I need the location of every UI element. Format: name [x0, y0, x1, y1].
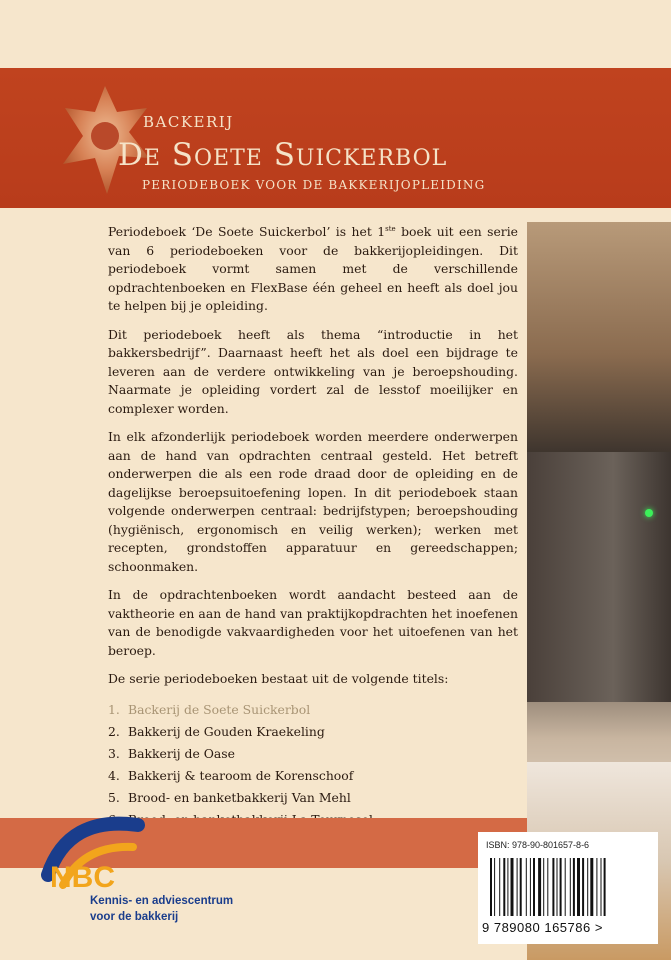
list-title: Brood- en banketbakkerij Van Mehl	[128, 789, 351, 805]
list-item	[108, 699, 518, 721]
barcode-bar	[560, 858, 562, 916]
list-number: 4.	[108, 767, 120, 783]
list-title: Backerij de Soete Suickerbol	[128, 701, 311, 717]
list-item	[108, 721, 518, 743]
barcode-bar	[507, 858, 508, 916]
brand-subtitle: PERIODEBOEK VOOR DE BAKKERIJOPLEIDING	[142, 178, 486, 192]
list-title: Bakkerij & tearoom de Korenschoof	[128, 767, 354, 783]
isbn-label: ISBN: 978-90-801657-8-6	[486, 840, 590, 850]
back-cover-text	[108, 220, 518, 831]
list-item	[108, 765, 518, 787]
intro-text-a: Periodeboek ‘De Soete Suickerbol’ is het 1	[108, 224, 386, 240]
paragraph-theme: Dit periodeboek heeft als thema “introductie in het bakkersbedrijf”. Daarnaast heeft het als doel een bijdrage te leveren aan de verdere ontwikkeling van je beroepshouding. Naarmate je opleiding vordert zal de lesstof moeilijker en complexer worden.	[108, 326, 518, 416]
nbc-logo-text: NBC	[50, 861, 115, 894]
barcode-bar	[604, 858, 606, 916]
list-number: 3.	[108, 745, 120, 761]
barcode-bar	[499, 858, 500, 916]
list-title: Bakkerij de Gouden Kraekeling	[128, 723, 325, 739]
paragraph-intro	[108, 220, 518, 316]
publisher-line1: Kennis- en adviescentrum	[90, 895, 234, 907]
barcode-bar	[547, 858, 548, 916]
paragraph-series: De serie periodeboeken bestaat uit de volgende titels:	[108, 671, 449, 687]
barcode-bar	[570, 858, 571, 916]
paragraph-assignments: In de opdrachtenboeken wordt aandacht besteed aan de vaktheorie en aan de hand van praktijkopdrachten het inoefenen van de benodigde vakvaardigheden voor het uitoefenen van het beroep.	[108, 587, 518, 658]
barcode-bar	[533, 858, 535, 916]
barcode-bar	[577, 858, 580, 916]
barcode-icon	[488, 858, 646, 916]
barcode-bar	[552, 858, 554, 916]
barcode-bar	[490, 858, 492, 916]
list-item	[108, 743, 518, 765]
publisher-line2: voor de bakkerij	[90, 911, 179, 923]
list-title: Bakkerij de Oase	[128, 745, 235, 761]
intro-superscript: ste	[385, 225, 396, 233]
barcode-bar	[596, 858, 597, 916]
list-number: 2.	[108, 723, 120, 739]
intro-text-b: boek uit een serie van 6 periodeboeken voor de bakkerijopleidingen. Dit periodeboek vormt samen met de verschillende opdrachtenboeken en FlexBase één geheel en heeft als doel jou te helpen bij je opleiding.	[108, 224, 518, 314]
nbc-logo-icon	[28, 805, 158, 905]
series-title-list	[108, 699, 518, 831]
barcode-bar	[573, 858, 575, 916]
barcode-bar	[601, 858, 602, 916]
barcode-bar	[517, 858, 518, 916]
publisher-name	[90, 893, 233, 925]
green-light	[645, 509, 653, 517]
paragraph-subjects: In elk afzonderlijk periodeboek worden meerdere onderwerpen aan de hand van opdrachten centraal gesteld. Het betreft onderwerpen die als een rode draad door de opleiding en de dagelijkse beroepsuitoefening lopen. In dit periodeboek staan volgende onderwerpen centraal: bedrijfstypen; beroepshouding (hygiënisch, ergonomisch en veilig werken); werken met recepten, grondstoffen apparatuur en gereedschappen; schoonmaken.	[108, 429, 518, 574]
barcode-bar	[526, 858, 527, 916]
list-number: 5.	[108, 789, 120, 805]
oven-hood	[527, 452, 671, 702]
barcode-bar	[590, 858, 593, 916]
barcode-digits: 9 789080 165786 >	[482, 920, 603, 935]
barcode-bar	[565, 858, 566, 916]
barcode-bar	[543, 858, 544, 916]
barcode-bar	[582, 858, 584, 916]
barcode-bar	[494, 858, 495, 916]
list-number: 1.	[108, 701, 120, 717]
barcode-bar	[587, 858, 588, 916]
barcode-bar	[557, 858, 558, 916]
barcode-bar	[538, 858, 541, 916]
barcode-bar	[530, 858, 531, 916]
barcode-box	[478, 832, 658, 944]
brand-title: De Soete Suickerbol	[118, 137, 448, 173]
list-item	[108, 787, 518, 809]
barcode-bar	[503, 858, 505, 916]
barcode-bar	[511, 858, 514, 916]
barcode-bar	[520, 858, 522, 916]
brand-prefix: BACKERIJ	[143, 113, 234, 131]
